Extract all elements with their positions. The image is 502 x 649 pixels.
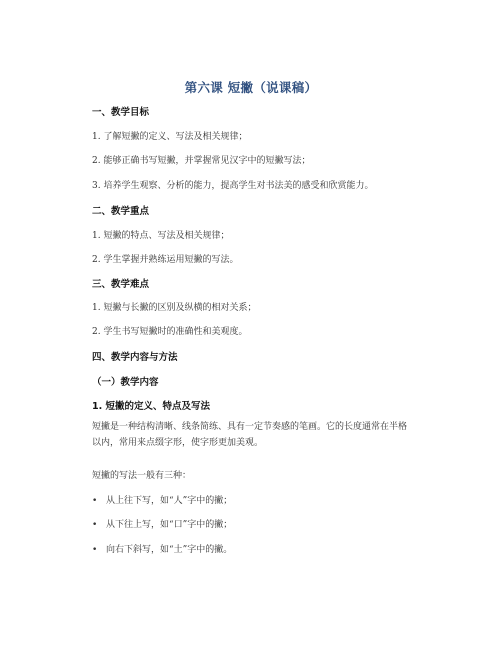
bullet-icon: • <box>92 545 98 555</box>
list-item <box>92 493 232 506</box>
paragraph-definition: 短撇是一种结构清晰、线条简练、具有一定节奏感的笔画。它的长度通常在半格以内，常用来点缀字形，使字形更加美观。 <box>92 422 408 448</box>
difficulty-item: 2. 学生书写短撇时的准确性和美观度。 <box>92 327 248 337</box>
subsubsection-heading: 1. 短撇的定义、特点及写法 <box>92 401 211 412</box>
section-heading-content-methods: 四、教学内容与方法 <box>92 352 178 363</box>
document-title: 第六课 短撇（说课稿） <box>184 80 318 95</box>
section-heading-key-points: 二、教学重点 <box>92 206 150 217</box>
list-item-text: 从上往下写，如“人”字中的撇； <box>106 496 233 506</box>
objective-item: 2. 能够正确书写短撇，并掌握常见汉字中的短撇写法； <box>92 156 311 166</box>
bullet-icon: • <box>92 520 98 530</box>
objective-item: 3. 培养学生观察、分析的能力，提高学生对书法美的感受和欣赏能力。 <box>92 181 374 191</box>
section-heading-objectives: 一、教学目标 <box>92 107 150 118</box>
paragraph-methods-intro: 短撇的写法一般有三种： <box>92 471 192 481</box>
difficulty-item: 1. 短撇与长撇的区别及纵横的相对关系； <box>92 303 257 313</box>
list-item-text: 从下往上写，如“口”字中的撇； <box>106 520 233 530</box>
list-item <box>92 517 232 530</box>
objective-item: 1. 了解短撇的定义、写法及相关规律； <box>92 132 248 142</box>
key-point-item: 2. 学生掌握并熟练运用短撇的写法。 <box>92 255 239 265</box>
subsection-heading-content: （一）教学内容 <box>92 377 159 388</box>
key-point-item: 1. 短撇的特点、写法及相关规律； <box>92 231 230 241</box>
bullet-icon: • <box>92 496 98 506</box>
list-item-text: 向右下斜写，如“土”字中的撇。 <box>106 545 233 555</box>
section-heading-difficulties: 三、教学难点 <box>92 279 150 290</box>
list-item <box>92 542 232 555</box>
